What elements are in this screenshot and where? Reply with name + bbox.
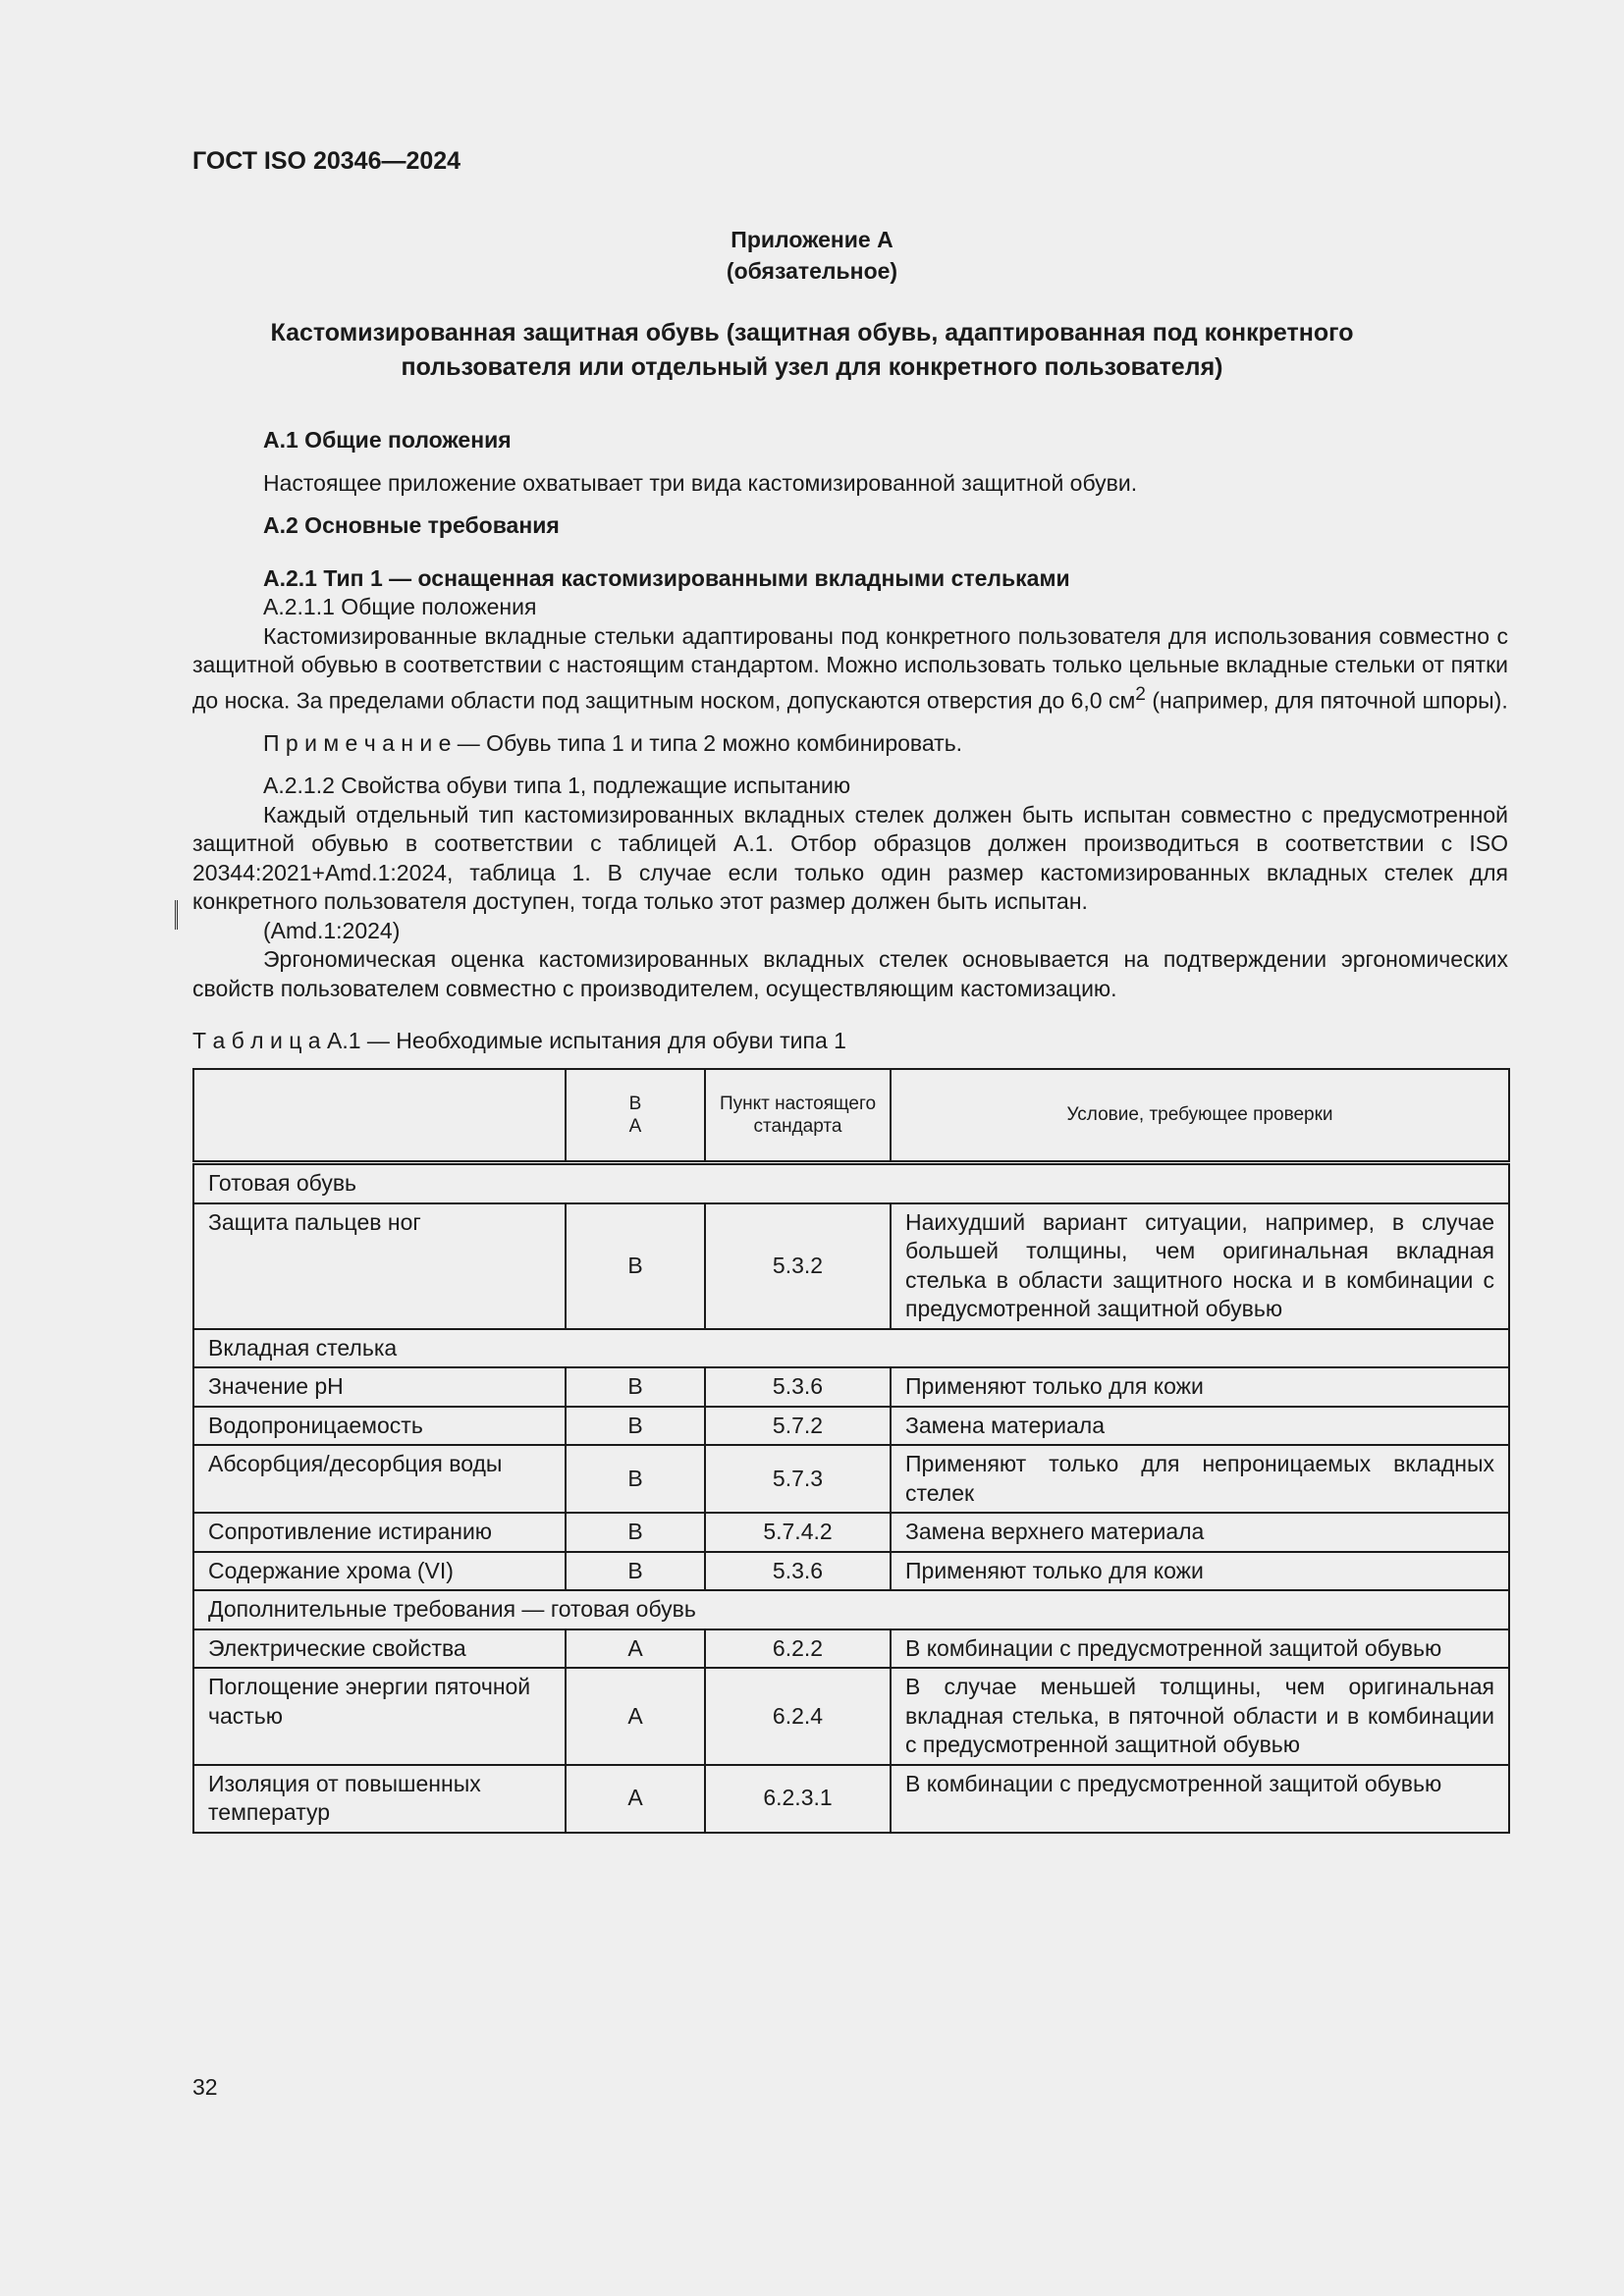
header-clause: Пункт настоящего стандарта (705, 1069, 891, 1163)
cell-test-name: Значение pH (193, 1367, 566, 1407)
cell-condition: В комбинации с предусмотренной защитой обувью (891, 1629, 1509, 1669)
cell-test-name: Поглощение энергии пяточной частью (193, 1668, 566, 1765)
cell-clause: 6.2.4 (705, 1668, 891, 1765)
section-a212-text: Каждый отдельный тип кастомизированных вкладных стелек должен быть испытан совместно с предусмотренной защитной обувью в соответствии с таблицей А.1. Отбор образцов должен производиться в соответствии с ISO 20344:2021+Amd.1:2024, таблица 1. В случае если только один размер кастомизированных вкладных стелек для конкретного пользователя доступен, тогда только этот размер должен быть испытан. (192, 801, 1508, 915)
cell-condition: Применяют только для кожи (891, 1552, 1509, 1591)
cell-clause: 5.7.3 (705, 1445, 891, 1513)
annex-heading (0, 224, 1624, 287)
cell-condition: Наихудший вариант ситуации, например, в случае большей толщины, чем оригинальная вкладная стелька в области защитного носка и в комбинации с предусмотренной защитной обувью (891, 1203, 1509, 1329)
a211-text-main: Кастомизированные вкладные стельки адаптированы под конкретного пользователя для использования совместно с защитной обувью в соответствии с настоящим стандартом. Можно использовать только цельные вкладные стельки от пятки до носка. За пределами области под защитным носком, допускаются отверстия до 6,0 см (192, 622, 1508, 714)
cell-clause: 5.3.2 (705, 1203, 891, 1329)
annex-label: Приложение А (731, 227, 893, 252)
section-insock: Вкладная стелька (193, 1329, 1509, 1368)
table-section-row (193, 1329, 1509, 1368)
cell-category: В (566, 1367, 705, 1407)
note (263, 729, 1508, 759)
amendment-ref: (Amd.1:2024) (263, 917, 401, 943)
cell-test-name: Содержание хрома (VI) (193, 1552, 566, 1591)
requirements-table (192, 1068, 1510, 1834)
section-a211-heading: А.2.1.1 Общие положения (263, 594, 537, 619)
cell-condition: В случае меньшей толщины, чем оригинальная вкладная стелька, в пяточной области и в комбинации с предусмотренной защитной обувью (891, 1668, 1509, 1765)
header-category: В А (566, 1069, 705, 1163)
section-a212-heading: А.2.1.2 Свойства обуви типа 1, подлежащие испытанию (263, 773, 851, 799)
table-caption-text: А.1 — Необходимые испытания для обуви типа 1 (320, 1028, 846, 1054)
header-test (193, 1069, 566, 1163)
cell-category: В (566, 1552, 705, 1591)
cell-test-name: Изоляция от повышенных температур (193, 1765, 566, 1833)
document-body (192, 426, 1508, 1834)
cell-category: В (566, 1445, 705, 1513)
cell-test-name: Электрические свойства (193, 1629, 566, 1669)
table-row (193, 1765, 1509, 1833)
cell-category: В (566, 1513, 705, 1552)
table-row (193, 1552, 1509, 1591)
table-row (193, 1367, 1509, 1407)
table-caption-label: Т а б л и ц а (192, 1028, 321, 1054)
cell-category: А (566, 1765, 705, 1833)
standard-code: ГОСТ ISO 20346—2024 (192, 147, 461, 175)
cell-category: А (566, 1629, 705, 1669)
cell-category: В (566, 1407, 705, 1446)
header-condition: Условие, требующее проверки (891, 1069, 1509, 1163)
table-row (193, 1407, 1509, 1446)
cell-clause: 6.2.3.1 (705, 1765, 891, 1833)
section-a21-heading: А.2.1 Тип 1 — оснащенная кастомизированными вкладными стельками (263, 564, 1070, 591)
cell-condition: Замена материала (891, 1407, 1509, 1446)
cell-clause: 5.7.2 (705, 1407, 891, 1446)
section-a1-text: Настоящее приложение охватывает три вида кастомизированной защитной обуви. (263, 469, 1138, 496)
cell-clause: 5.3.6 (705, 1552, 891, 1591)
a211-superscript: 2 (1135, 683, 1146, 705)
cell-test-name: Абсорбция/десорбция воды (193, 1445, 566, 1513)
table-caption (192, 1027, 1508, 1056)
table-row (193, 1445, 1509, 1513)
note-label: П р и м е ч а н и е (263, 729, 452, 756)
cell-clause: 5.3.6 (705, 1367, 891, 1407)
table-row (193, 1203, 1509, 1329)
ergonomic-text: Эргономическая оценка кастомизированных вкладных стелек основывается на подтверждении эргономических свойств пользователем совместно с производителем, осуществляющим кастомизацию. (192, 946, 1508, 1001)
note-text: — Обувь типа 1 и типа 2 можно комбинировать. (451, 729, 963, 756)
section-finished-footwear: Готовая обувь (193, 1163, 1509, 1203)
table-row (193, 1629, 1509, 1669)
table-section-row (193, 1163, 1509, 1203)
section-a2-heading: А.2 Основные требования (263, 512, 560, 538)
cell-clause: 6.2.2 (705, 1629, 891, 1669)
cell-test-name: Сопротивление истиранию (193, 1513, 566, 1552)
annex-title: Кастомизированная защитная обувь (защитная обувь, адаптированная под конкретного пользователя или отдельный узел для конкретного пользователя) (270, 319, 1354, 381)
table-row (193, 1513, 1509, 1552)
cell-condition: Применяют только для непроницаемых вкладных стелек (891, 1445, 1509, 1513)
cell-condition: Замена верхнего материала (891, 1513, 1509, 1552)
section-additional: Дополнительные требования — готовая обувь (193, 1590, 1509, 1629)
cell-category: А (566, 1668, 705, 1765)
cell-test-name: Водопроницаемость (193, 1407, 566, 1446)
section-a1-heading: А.1 Общие положения (263, 427, 512, 453)
annex-status: (обязательное) (726, 258, 898, 284)
cell-clause: 5.7.4.2 (705, 1513, 891, 1552)
table-section-row (193, 1590, 1509, 1629)
cell-category: В (566, 1203, 705, 1329)
section-a211-text (192, 622, 1508, 716)
cell-condition: Применяют только для кожи (891, 1367, 1509, 1407)
table-header-row (193, 1069, 1509, 1163)
table-row (193, 1668, 1509, 1765)
cell-condition: В комбинации с предусмотренной защитой обувью (891, 1765, 1509, 1833)
page-number: 32 (192, 2074, 218, 2100)
cell-test-name: Защита пальцев ног (193, 1203, 566, 1329)
change-bar (175, 900, 178, 930)
a211-text-tail: (например, для пяточной шпоры). (1145, 687, 1508, 714)
